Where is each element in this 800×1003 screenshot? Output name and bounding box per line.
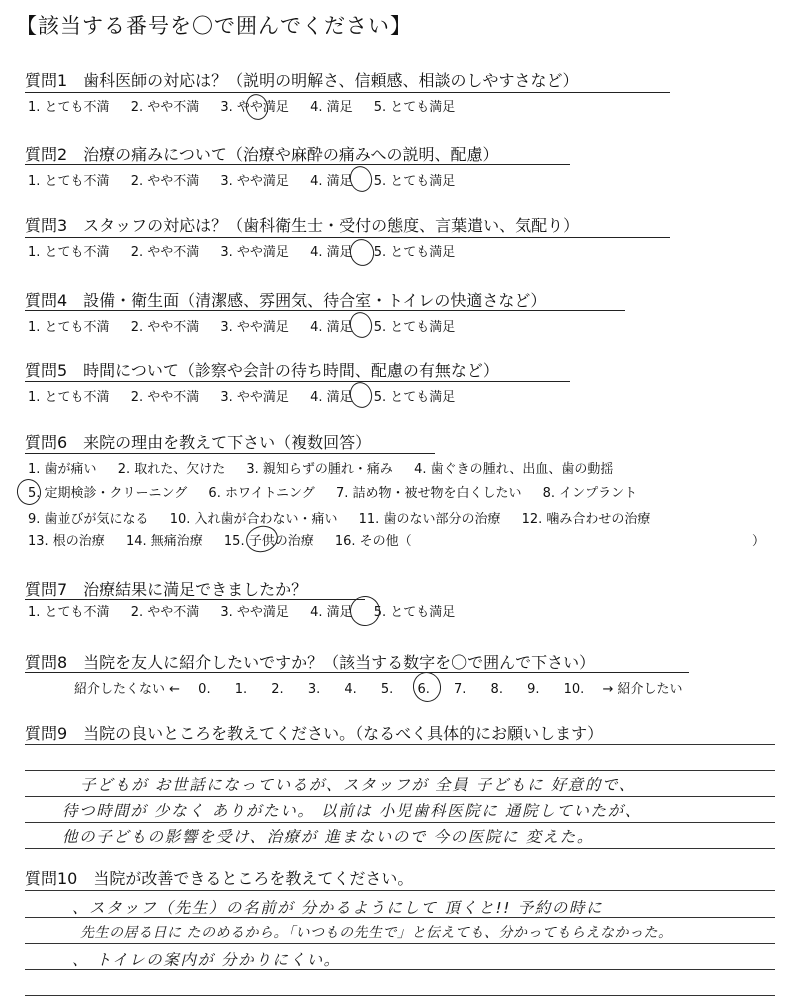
q1-underline <box>25 92 670 93</box>
q7-option-4[interactable]: 4. 満足 <box>310 605 353 620</box>
q6-row-3 <box>28 508 667 527</box>
q6-option-10[interactable]: 10. 入れ歯が合わない・痛い <box>169 512 338 527</box>
q6-option-1[interactable]: 1. 歯が痛い <box>28 462 97 477</box>
q8-option-4[interactable]: 4. <box>344 682 357 697</box>
q1-option-2[interactable]: 2. やや不満 <box>130 100 200 115</box>
q2-option-5[interactable]: 5. とても満足 <box>373 174 456 189</box>
q7-option-1[interactable]: 1. とても不満 <box>28 605 110 620</box>
q5-option-2[interactable]: 2. やや不満 <box>130 390 200 405</box>
q8-option-10[interactable]: 10. <box>563 682 585 697</box>
q6-option-2[interactable]: 2. 取れた、欠けた <box>117 462 226 477</box>
q8-underline <box>25 672 689 673</box>
q10-answer-line-2: 先生の居る日に たのめるから。「いつもの先生で」と伝えても、分かってもらえなかった。 <box>80 925 673 941</box>
q2-selection-circle <box>347 164 375 195</box>
q8-option-0[interactable]: 0. <box>198 682 211 697</box>
q6-underline <box>25 453 435 454</box>
q5-option-1[interactable]: 1. とても不満 <box>28 390 110 405</box>
q3-option-4[interactable]: 4. 満足 <box>310 245 353 260</box>
q9-writing-line-2 <box>25 770 775 771</box>
q6-option-8[interactable]: 8. インプラント <box>542 486 638 501</box>
q9-title: 質問9 当院の良いところを教えてください。（なるべく具体的にお願いします） <box>25 724 604 743</box>
q9-answer-line-1: 子どもが お世話になっているが、スタッフが 全員 子どもに 好意的で、 <box>80 776 636 794</box>
q7-option-5[interactable]: 5. とても満足 <box>373 605 456 620</box>
q4-option-2[interactable]: 2. やや不満 <box>130 320 200 335</box>
q3-option-1[interactable]: 1. とても不満 <box>28 245 110 260</box>
q10-title: 質問10 当院が改善できるところを教えてください。 <box>25 869 414 888</box>
q4-options <box>28 316 472 335</box>
q2-underline <box>25 164 570 165</box>
q8-left-label: 紹介したくない ← <box>74 682 181 697</box>
q6-option-12[interactable]: 12. 噛み合わせの治療 <box>521 512 651 527</box>
q6-option-3[interactable]: 3. 親知らずの腫れ・痛み <box>246 462 393 477</box>
q6-option-16[interactable]: 16. その他（ <box>334 534 412 549</box>
q4-option-1[interactable]: 1. とても不満 <box>28 320 110 335</box>
q5-title: 質問5 時間について（診察や会計の待ち時間、配慮の有無など） <box>25 361 499 380</box>
q9-answer-line-2: 待つ時間が 少なく ありがたい。 以前は 小児歯科医院に 通院していたが、 <box>62 802 642 820</box>
q8-option-1[interactable]: 1. <box>234 682 248 697</box>
q9-writing-line-3 <box>25 796 775 797</box>
q6-row-2 <box>28 482 654 501</box>
q7-option-2[interactable]: 2. やや不満 <box>130 605 200 620</box>
q9-writing-line-1 <box>25 744 775 745</box>
q7-title: 質問7 治療結果に満足できましたか？ <box>25 580 308 599</box>
q5-selection-circle <box>347 380 375 411</box>
q6-option-9[interactable]: 9. 歯並びが気になる <box>28 512 149 527</box>
q6-option-15[interactable]: 15. 子供の治療 <box>223 534 314 549</box>
q8-selection-circle <box>410 669 444 705</box>
q3-underline <box>25 237 670 238</box>
q3-option-5[interactable]: 5. とても満足 <box>373 245 456 260</box>
q8-option-9[interactable]: 9. <box>527 682 540 697</box>
q10-writing-line-1 <box>25 890 775 891</box>
q6-option-13[interactable]: 13. 根の治療 <box>28 534 105 549</box>
q4-option-3[interactable]: 3. やや満足 <box>220 320 289 335</box>
q6-option-11[interactable]: 11. 歯のない部分の治療 <box>358 512 501 527</box>
q2-option-1[interactable]: 1. とても不満 <box>28 174 110 189</box>
q8-scale-row <box>74 678 683 697</box>
q8-title: 質問8 当院を友人に紹介したいですか？（該当する数字を〇で囲んで下さい） <box>25 653 596 672</box>
q1-option-3[interactable]: 3. やや満足 <box>220 100 289 115</box>
q7-options <box>28 601 472 620</box>
q6-option-14[interactable]: 14. 無痛治療 <box>125 534 203 549</box>
q5-option-5[interactable]: 5. とても満足 <box>373 390 456 405</box>
q4-option-4[interactable]: 4. 満足 <box>310 320 353 335</box>
q1-option-1[interactable]: 1. とても不満 <box>28 100 110 115</box>
q8-option-2[interactable]: 2. <box>271 682 284 697</box>
q8-option-5[interactable]: 5. <box>380 682 394 697</box>
q8-option-8[interactable]: 8. <box>490 682 503 697</box>
q4-selection-circle <box>347 310 375 341</box>
q7-underline <box>25 599 365 600</box>
q1-option-4[interactable]: 4. 満足 <box>310 100 353 115</box>
q4-title: 質問4 設備・衛生面（清潔感、雰囲気、待合室・トイレの快適さなど） <box>25 291 547 310</box>
q4-underline <box>25 310 625 311</box>
q2-option-4[interactable]: 4. 満足 <box>310 174 353 189</box>
q5-option-4[interactable]: 4. 満足 <box>310 390 353 405</box>
q3-option-3[interactable]: 3. やや満足 <box>220 245 289 260</box>
q5-options <box>28 386 472 405</box>
q1-title: 質問1 歯科医師の対応は？（説明の明解さ、信頼感、相談のしやすさなど） <box>25 71 579 90</box>
q4-option-5[interactable]: 5. とても満足 <box>373 320 456 335</box>
q2-options <box>28 170 472 189</box>
q8-option-3[interactable]: 3. <box>307 682 321 697</box>
q2-option-2[interactable]: 2. やや不満 <box>130 174 200 189</box>
q10-writing-line-3 <box>25 943 775 944</box>
q6-option-7[interactable]: 7. 詰め物・被せ物を白くしたい <box>335 486 522 501</box>
q1-option-5[interactable]: 5. とても満足 <box>373 100 456 115</box>
q5-underline <box>25 381 570 382</box>
q9-writing-line-5 <box>25 848 775 849</box>
q6-title: 質問6 来院の理由を教えて下さい（複数回答） <box>25 433 372 452</box>
q3-title: 質問3 スタッフの対応は？（歯科衛生士・受付の態度、言葉遣い、気配り） <box>25 216 580 235</box>
q2-title: 質問2 治療の痛みについて（治療や麻酔の痛みへの説明、配慮） <box>25 145 499 164</box>
q6-row-4 <box>28 530 429 549</box>
q6-option-5[interactable]: 5. 定期検診・クリーニング <box>28 486 188 501</box>
q6-option-6[interactable]: 6. ホワイトニング <box>208 486 315 501</box>
q10-answer-line-3: 、 トイレの案内が 分かりにくい。 <box>72 951 341 969</box>
page-header: 【該当する番号を〇で囲んでください】 <box>16 14 412 38</box>
q8-option-6[interactable]: 6. <box>417 682 430 697</box>
q3-option-2[interactable]: 2. やや不満 <box>130 245 200 260</box>
q8-option-7[interactable]: 7. <box>454 682 467 697</box>
q8-right-label: → 紹介したい <box>602 682 683 697</box>
q6-row-1 <box>28 458 630 477</box>
q10-answer-line-1: 、スタッフ（先生）の名前が 分かるようにして 頂くと!! 予約の時に <box>72 899 604 917</box>
q6-option-4[interactable]: 4. 歯ぐきの腫れ、出血、歯の動揺 <box>414 462 614 477</box>
q6-other-close-paren: ） <box>752 534 766 549</box>
q2-option-3[interactable]: 3. やや満足 <box>220 174 289 189</box>
q9-answer-line-3: 他の子どもの影響を受け、治療が 進まないので 今の医院に 変えた。 <box>62 828 594 846</box>
q6-selection-circle-15 <box>243 523 280 556</box>
q10-writing-line-5 <box>25 995 775 996</box>
q7-option-3[interactable]: 3. やや満足 <box>220 605 289 620</box>
q3-options <box>28 241 472 260</box>
q5-option-3[interactable]: 3. やや満足 <box>220 390 289 405</box>
q9-writing-line-4 <box>25 822 775 823</box>
